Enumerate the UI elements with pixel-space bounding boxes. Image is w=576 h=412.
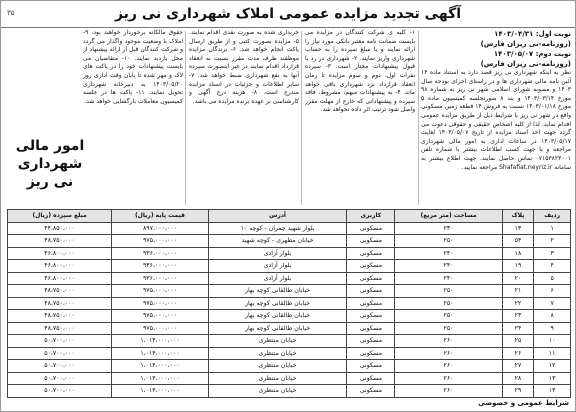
table-cell: ۲۶۰ xyxy=(395,385,502,398)
table-cell: ۱ xyxy=(534,222,571,235)
signature-name: شهرداری نی ریز xyxy=(17,156,83,190)
table-cell: ۴۴،۸۵۰،۰۰۰ xyxy=(8,222,112,235)
table-cell: ۲۷ xyxy=(502,360,534,373)
table-cell: ۴۶،۸۰۰،۰۰۰ xyxy=(8,260,112,273)
table-row xyxy=(8,360,571,373)
table-cell: ۲۴۰ xyxy=(395,260,502,273)
table-cell: مسکونی xyxy=(347,272,395,285)
column-3: خریداری شده به صورت نقدی اقدام نمایند. ۵- مزایده بصورت کتبی و از طریق ارسال پاکت انجام خواهد شد. ۶- برندگان مزایده موظفند ظرف مدت مقرر نسبت به انعقاد قرارداد اقدام نمایند در غیر اینصورت سپرده آنها به نفع شهرداری ضبط خواهد شد. ۷- سایر اطلاعات و جزئیات در اسناد مزایده مندرج است. ۸- هزینه درج آگهی و کارشناسی بر عهده برنده مزایده می باشد. xyxy=(189,29,299,105)
table-cell: ۱،۰۱۴،۰۰۰،۰۰۰ xyxy=(112,360,209,373)
table-cell: ۲۹ xyxy=(502,385,534,398)
table-cell: ۹۷۵،۰۰۰،۰۰۰ xyxy=(112,322,209,335)
table-cell: ۸ xyxy=(534,310,571,323)
table-cell: خیابان طالقانی کوچه بهار xyxy=(208,297,347,310)
table-cell: مسکونی xyxy=(347,347,395,360)
table-cell: خیابان منتظری xyxy=(208,360,347,373)
table-cell: ۱،۰۱۴،۰۰۰،۰۰۰ xyxy=(112,372,209,385)
table-cell: خیابان طالقانی کوچه بهار xyxy=(208,322,347,335)
table-row xyxy=(8,322,571,335)
table-cell: ۲۵۰ xyxy=(395,297,502,310)
table-cell: ۵۴ xyxy=(502,235,534,248)
table-row xyxy=(8,260,571,273)
table-row xyxy=(8,235,571,248)
header-bar xyxy=(1,1,575,28)
table-cell: ۷ xyxy=(534,297,571,310)
table-cell: مسکونی xyxy=(347,247,395,260)
table-cell: ۹۳۶،۰۰۰،۰۰۰ xyxy=(112,247,209,260)
table-header-cell: کاربری xyxy=(347,210,395,223)
table-row xyxy=(8,222,571,235)
table-cell: مسکونی xyxy=(347,310,395,323)
table-header-cell: پلاک xyxy=(502,210,534,223)
table-cell: ۲۴۰ xyxy=(395,247,502,260)
table-cell: ۲۱ xyxy=(502,285,534,298)
table-cell: مسکونی xyxy=(347,235,395,248)
table-cell: ۲۶ xyxy=(502,347,534,360)
table-cell: مسکونی xyxy=(347,222,395,235)
table-row xyxy=(8,372,571,385)
table-cell: ۵۰،۷۰۰،۰۰۰ xyxy=(8,335,112,348)
table-row xyxy=(8,347,571,360)
lots-table xyxy=(7,209,571,398)
table-cell: بلوار شهید چمران - کوچه ۱۰ xyxy=(208,222,347,235)
table-cell: ۲۳ xyxy=(502,310,534,323)
column-2: ۱- کلیه ی شرکت کنندگان در مزایده می بایست ضمانت نامه معتبر بانکی مورد نیاز را ارائه نمایند و یا مبلغ سپرده را به حساب شهرداری واریز نمایند. ۲- شهرداری در رد یا قبول پیشنهادات مختار است. ۳- سپرده نفرات اول، دوم و سوم مزایده تا زمان انعقاد قرارداد نزد شهرداری باقی خواهد ماند. ۴- به پیشنهادات مبهم، مشروط، فاقد سپرده و پیشنهاداتی که خارج از مهلت مقرر واصل شود ترتیب اثر داده نخواهد شد. xyxy=(305,29,415,114)
table-cell: ۹۳۶،۰۰۰،۰۰۰ xyxy=(112,272,209,285)
table-cell: ۴۸،۷۵۰،۰۰۰ xyxy=(8,297,112,310)
table-header-row xyxy=(8,210,571,223)
footer-note: شرایط عمومی و خصوصی xyxy=(478,399,569,407)
table-cell: ۲۴ xyxy=(502,322,534,335)
table-cell: ۹۷۵،۰۰۰،۰۰۰ xyxy=(112,297,209,310)
table-body xyxy=(8,222,571,397)
table-cell: مسکونی xyxy=(347,260,395,273)
table-cell: ۴۸،۷۵۰،۰۰۰ xyxy=(8,322,112,335)
table-cell: مسکونی xyxy=(347,335,395,348)
table-cell: مسکونی xyxy=(347,322,395,335)
table-cell: ۱،۰۱۴،۰۰۰،۰۰۰ xyxy=(112,385,209,398)
table-cell: مسکونی xyxy=(347,285,395,298)
table-cell: ۲۰ xyxy=(502,272,534,285)
table-cell: ۹۷۵،۰۰۰،۰۰۰ xyxy=(112,285,209,298)
body-text-col1: نظر به اینکه شهرداری نی ریز قصد دارد به استناد ماده ۱۳ آئین نامه مالی شهرداری ها و در راستای اجرای بودجه سال ۱۴۰۳ و مصوبه شورای اسلامی شهر نی ریز به شماره ۹۸ مورخ ۱۴۰۳/۰۳/۱۴ و بند ۸ صورتجلسه کمیسیون ماده ۵ مورخ ۱۴۰۳/۰۱/۱۸ نسبت به فروش ۱۴ قطعه زمین مسکونی واقع در شهر نی ریز با شرایط ذیل از طریق مزایده عمومی اقدام نماید. لذا از کلیه اشخاص حقیقی و حقوقی دعوت می گردد جهت اخذ اسناد مزایده از تاریخ ۱۴۰۳/۰۵/۰۷ لغایت ۱۴۰۳/۰۵/۱۷ در ساعات اداری به امور مالی شهرداری مراجعه و یا جهت کسب اطلاعات بیشتر با شماره تلفن ۰۷۱۵۳۸۲۳۰۰۱ تماس حاصل نمایند. جهت اطلاع بیشتر به سامانه Shafafiat.neyriz.ir مراجعه نمایید. xyxy=(421,69,571,171)
table-cell: خیابان منتظری xyxy=(208,347,347,360)
table-cell: ۲ xyxy=(534,235,571,248)
table-cell: ۱۴ xyxy=(534,385,571,398)
table-cell: ۹۷۵،۰۰۰،۰۰۰ xyxy=(112,310,209,323)
column-divider xyxy=(301,31,302,205)
table-cell: ۲۶۰ xyxy=(395,335,502,348)
table-cell: ۲۶۰ xyxy=(395,372,502,385)
date-line: (روزنامه-نی ریزان فارس) xyxy=(480,40,571,48)
table-cell: ۱۸ xyxy=(502,247,534,260)
table-cell: ۱۳ xyxy=(502,222,534,235)
table-cell: خیابان منتظری xyxy=(208,372,347,385)
date-line: (روزنامه-نی ریزان فارس) xyxy=(480,60,571,68)
table-header-cell: مساحت (متر مربع) xyxy=(395,210,502,223)
table-row xyxy=(8,310,571,323)
table-cell: ۲۵۰ xyxy=(395,310,502,323)
table-row xyxy=(8,297,571,310)
publication-dates xyxy=(421,29,571,69)
column-4: حقوق مالکانه برخوردار خواهند بود. ۹- املاک با وضعیت موجود واگذار می گردد و شرکت کنندگان قبل از ارائه پیشنهاد از محل بازدید نمایند. ۱۰- متقاضیان می بایست پیشنهادات خود را در پاکت های لاک و مهر شده تا پایان وقت اداری روز ۱۴۰۳/۰۵/۲۰ به دبیرخانه شهرداری تحویل نمایند. ۱۱- پاکت ها در جلسه کمیسیون معاملات بازگشایی خواهد شد. xyxy=(83,29,183,105)
table-cell: ۴۸،۷۵۰،۰۰۰ xyxy=(8,285,112,298)
page-number: ۳۵ xyxy=(7,9,15,17)
table-cell: ۱۲ xyxy=(534,360,571,373)
table-header-cell: آدرس xyxy=(208,210,347,223)
table-cell: ۵ xyxy=(534,272,571,285)
table-cell: ۵۰،۷۰۰،۰۰۰ xyxy=(8,372,112,385)
table-cell: خیابان منتظری xyxy=(208,385,347,398)
table-row xyxy=(8,335,571,348)
table-cell: ۱۹ xyxy=(502,260,534,273)
table-row xyxy=(8,272,571,285)
page-title: آگهی تجدید مزایده عمومی املاک شهرداری نی ریز xyxy=(114,6,462,22)
table-cell: ۴۸،۷۵۰،۰۰۰ xyxy=(8,235,112,248)
table-row xyxy=(8,285,571,298)
table-cell: ۱۰ xyxy=(534,335,571,348)
table-cell: ۴۸،۷۵۰،۰۰۰ xyxy=(8,310,112,323)
table-cell: خیابان طالقانی کوچه بهار xyxy=(208,285,347,298)
table-cell: ۲۶۰ xyxy=(395,347,502,360)
table-cell: ۱۱ xyxy=(534,347,571,360)
table-row xyxy=(8,385,571,398)
table-cell: ۹۷۵،۰۰۰،۰۰۰ xyxy=(112,235,209,248)
table-cell: بلوار آزادی xyxy=(208,247,347,260)
table-cell: بلوار آزادی xyxy=(208,272,347,285)
column-divider xyxy=(185,31,186,205)
table-header-cell: ردیف xyxy=(534,210,571,223)
table-cell: ۶ xyxy=(534,285,571,298)
table-cell: ۴ xyxy=(534,260,571,273)
date-line: نوبت اول: ۱۴۰۳/۰۴/۳۱ xyxy=(494,30,571,38)
table-cell: ۵۰،۷۰۰،۰۰۰ xyxy=(8,347,112,360)
table-cell: ۸۹۷،۰۰۰،۰۰۰ xyxy=(112,222,209,235)
table-cell: ۲۵۰ xyxy=(395,235,502,248)
table-cell: مسکونی xyxy=(347,385,395,398)
table-cell: ۲۵ xyxy=(502,335,534,348)
table-cell: ۳ xyxy=(534,247,571,260)
table-header-cell: مبلغ سپرده (ریال) xyxy=(8,210,112,223)
table-cell: بلوار آزادی xyxy=(208,260,347,273)
table-cell: مسکونی xyxy=(347,297,395,310)
table-cell: ۵۰،۷۰۰،۰۰۰ xyxy=(8,360,112,373)
table-cell: ۲۸ xyxy=(502,372,534,385)
body-columns xyxy=(1,29,575,207)
table-cell: ۱،۰۱۴،۰۰۰،۰۰۰ xyxy=(112,335,209,348)
table-cell: خیابان مطهری - کوچه شهید xyxy=(208,235,347,248)
table-cell: ۹۳۶،۰۰۰،۰۰۰ xyxy=(112,260,209,273)
table-cell: خیابان منتظری xyxy=(208,335,347,348)
table-row xyxy=(8,247,571,260)
table-cell: مسکونی xyxy=(347,372,395,385)
table-cell: ۲۴۰ xyxy=(395,272,502,285)
table-header-cell: قیمت پایه (ریال) xyxy=(112,210,209,223)
table-cell: ۲۲ xyxy=(502,297,534,310)
table-cell: ۱،۰۱۴،۰۰۰،۰۰۰ xyxy=(112,347,209,360)
table-cell: ۱۳ xyxy=(534,372,571,385)
table-cell: ۲۳۰ xyxy=(395,222,502,235)
table-cell: ۹ xyxy=(534,322,571,335)
signature-org: امور مالی xyxy=(15,138,85,154)
table-cell: ۵۰،۷۰۰،۰۰۰ xyxy=(8,385,112,398)
table-cell: خیابان طالقانی کوچه بهار xyxy=(208,310,347,323)
table-cell: ۲۵۰ xyxy=(395,285,502,298)
table-cell: ۴۶،۸۰۰،۰۰۰ xyxy=(8,272,112,285)
table-cell: ۲۵۰ xyxy=(395,322,502,335)
table-cell: ۲۶۰ xyxy=(395,360,502,373)
column-1 xyxy=(421,29,571,207)
table-cell: مسکونی xyxy=(347,360,395,373)
signature-block xyxy=(7,137,93,197)
table-cell: ۴۶،۸۰۰،۰۰۰ xyxy=(8,247,112,260)
date-line: نوبت دوم: ۱۴۰۳/۰۵/۰۷ xyxy=(493,50,571,58)
column-divider xyxy=(418,31,419,205)
